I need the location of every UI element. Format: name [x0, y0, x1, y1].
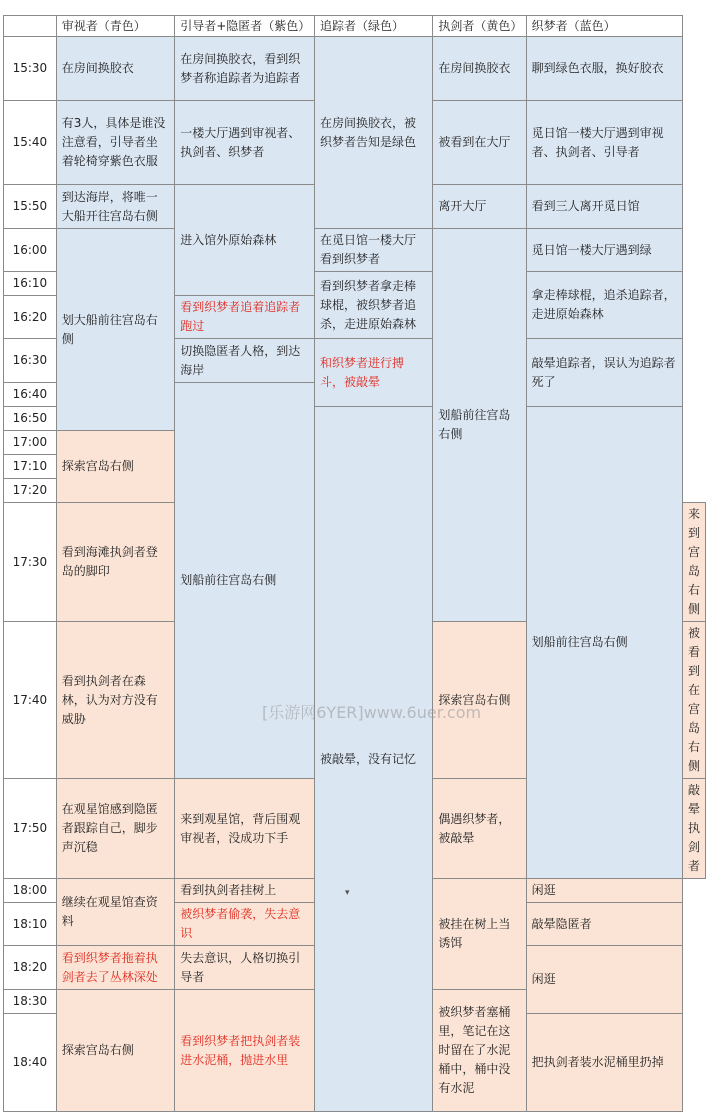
cell-meng: 敲晕隐匿者 [526, 903, 682, 946]
cell-zhui: 在觅日馆一楼大厅看到织梦者 [314, 229, 432, 272]
cell-shen: 在观星馆感到隐匿者跟踪自己，脚步声沉稳 [56, 779, 174, 879]
cell-shen: 看到织梦者拖着执剑者去了丛林深处 [56, 946, 174, 990]
cell-zhui: 在房间换胶衣，被织梦者告知是绿色 [314, 37, 432, 229]
scroll-down-icon[interactable]: ▾ [345, 888, 350, 898]
cell-zhi: 偶遇织梦者，被敲晕 [433, 779, 526, 879]
cell-zhi: 被织梦者塞桶里，笔记在这时留在了水泥桶中，桶中没有水泥 [433, 990, 526, 1112]
cell-shen: 在房间换胶衣 [56, 37, 174, 101]
time-cell: 18:30 [4, 990, 57, 1014]
cell-meng: 拿走棒球棍，追杀追踪者，走进原始森林 [526, 272, 682, 339]
cell-zhi: 划船前往宫岛右侧 [433, 229, 526, 622]
header-zhimengzhe: 织梦者（蓝色） [526, 16, 682, 37]
cell-zhui: 被敲晕，没有记忆 [314, 407, 432, 1112]
time-cell: 15:40 [4, 101, 57, 185]
cell-yin: 在房间换胶衣，看到织梦者称追踪者为追踪者 [175, 37, 315, 101]
cell-shen: 看到执剑者在森林，认为对方没有威胁 [56, 622, 174, 779]
cell-meng: 觅日馆一楼大厅遇到绿 [526, 229, 682, 272]
cell-zhui: 和织梦者进行搏斗，被敲晕 [314, 339, 432, 407]
cell-shen: 看到海滩执剑者登岛的脚印 [56, 503, 174, 622]
time-cell: 16:40 [4, 383, 57, 407]
cell-meng: 觅日馆一楼大厅遇到审视者、执剑者、引导者 [526, 101, 682, 185]
cell-yin: 划船前往宫岛右侧 [175, 383, 315, 779]
time-cell: 16:50 [4, 407, 57, 431]
cell-meng: 敲晕追踪者，误认为追踪者死了 [526, 339, 682, 407]
time-cell: 15:30 [4, 37, 57, 101]
cell-yin: 被织梦者偷袭，失去意识 [175, 903, 315, 946]
timeline-table [3, 15, 706, 1112]
cell-zhi: 被挂在树上当诱饵 [433, 879, 526, 990]
cell-yin: 切换隐匿者人格，到达海岸 [175, 339, 315, 383]
cell-yin: 进入馆外原始森林 [175, 185, 315, 296]
cell-meng: 闲逛 [526, 879, 682, 903]
header-time [4, 16, 57, 37]
time-cell: 16:30 [4, 339, 57, 383]
header-yindaozhe: 引导者+隐匿者（紫色） [175, 16, 315, 37]
cell-meng: 把执剑者装水泥桶里扔掉 [526, 1014, 682, 1112]
watermark-text: [乐游网6YER]www.6uer.com [262, 703, 482, 722]
cell-shen: 划大船前往宫岛右侧 [56, 229, 174, 431]
header-row [4, 16, 706, 37]
cell-yin: 看到织梦者追着追踪者跑过 [175, 296, 315, 339]
cell-shen: 继续在观星馆查资料 [56, 879, 174, 946]
cell-yin: 一楼大厅遇到审视者、执剑者、织梦者 [175, 101, 315, 185]
cell-zhi: 被看到在大厅 [433, 101, 526, 185]
cell-yin: 来到观星馆，背后围观审视者，没成功下手 [175, 779, 315, 879]
time-cell: 16:10 [4, 272, 57, 296]
cell-zhi: 离开大厅 [433, 185, 526, 229]
cell-yin: 探索宫岛右侧 [433, 622, 526, 779]
cell-yin: 看到织梦者把执剑者装进水泥桶，抛进水里 [175, 990, 315, 1112]
time-cell: 18:40 [4, 1014, 57, 1112]
cell-meng: 敲晕执剑者 [682, 779, 705, 879]
cell-shen: 探索宫岛右侧 [56, 431, 174, 503]
time-cell: 18:00 [4, 879, 57, 903]
table-row [4, 37, 706, 101]
cell-zhui: 看到织梦者拿走棒球棍，被织梦者追杀，走进原始森林 [314, 272, 432, 339]
time-cell: 17:40 [4, 622, 57, 779]
time-cell: 16:00 [4, 229, 57, 272]
cell-shen: 探索宫岛右侧 [56, 990, 174, 1112]
time-cell: 16:20 [4, 296, 57, 339]
time-cell: 17:10 [4, 455, 57, 479]
time-cell: 18:20 [4, 946, 57, 990]
cell-meng: 看到三人离开觅日馆 [526, 185, 682, 229]
cell-shen: 到达海岸，将唯一大船开往宫岛右侧 [56, 185, 174, 229]
cell-yin: 失去意识，人格切换引导者 [175, 946, 315, 990]
cell-meng: 划船前往宫岛右侧 [526, 407, 682, 879]
cell-yin: 看到执剑者挂树上 [175, 879, 315, 903]
cell-meng: 闲逛 [526, 946, 682, 1014]
header-shenshizhe: 审视者（青色） [56, 16, 174, 37]
time-cell: 18:10 [4, 903, 57, 946]
cell-meng: 聊到绿色衣服，换好胶衣 [526, 37, 682, 101]
cell-zhi: 被看到在宫岛右侧 [682, 622, 705, 779]
cell-shen: 有3人，具体是谁没注意看，引导者坐着轮椅穿紫色衣服 [56, 101, 174, 185]
table-row [4, 229, 706, 272]
cell-zhi: 来到宫岛右侧 [682, 503, 705, 622]
cell-zhi: 在房间换胶衣 [433, 37, 526, 101]
header-zhuizongzhe: 追踪者（绿色） [314, 16, 432, 37]
time-cell: 15:50 [4, 185, 57, 229]
time-cell: 17:20 [4, 479, 57, 503]
time-cell: 17:50 [4, 779, 57, 879]
time-cell: 17:30 [4, 503, 57, 622]
header-zhijianzhe: 执剑者（黄色） [433, 16, 526, 37]
time-cell: 17:00 [4, 431, 57, 455]
